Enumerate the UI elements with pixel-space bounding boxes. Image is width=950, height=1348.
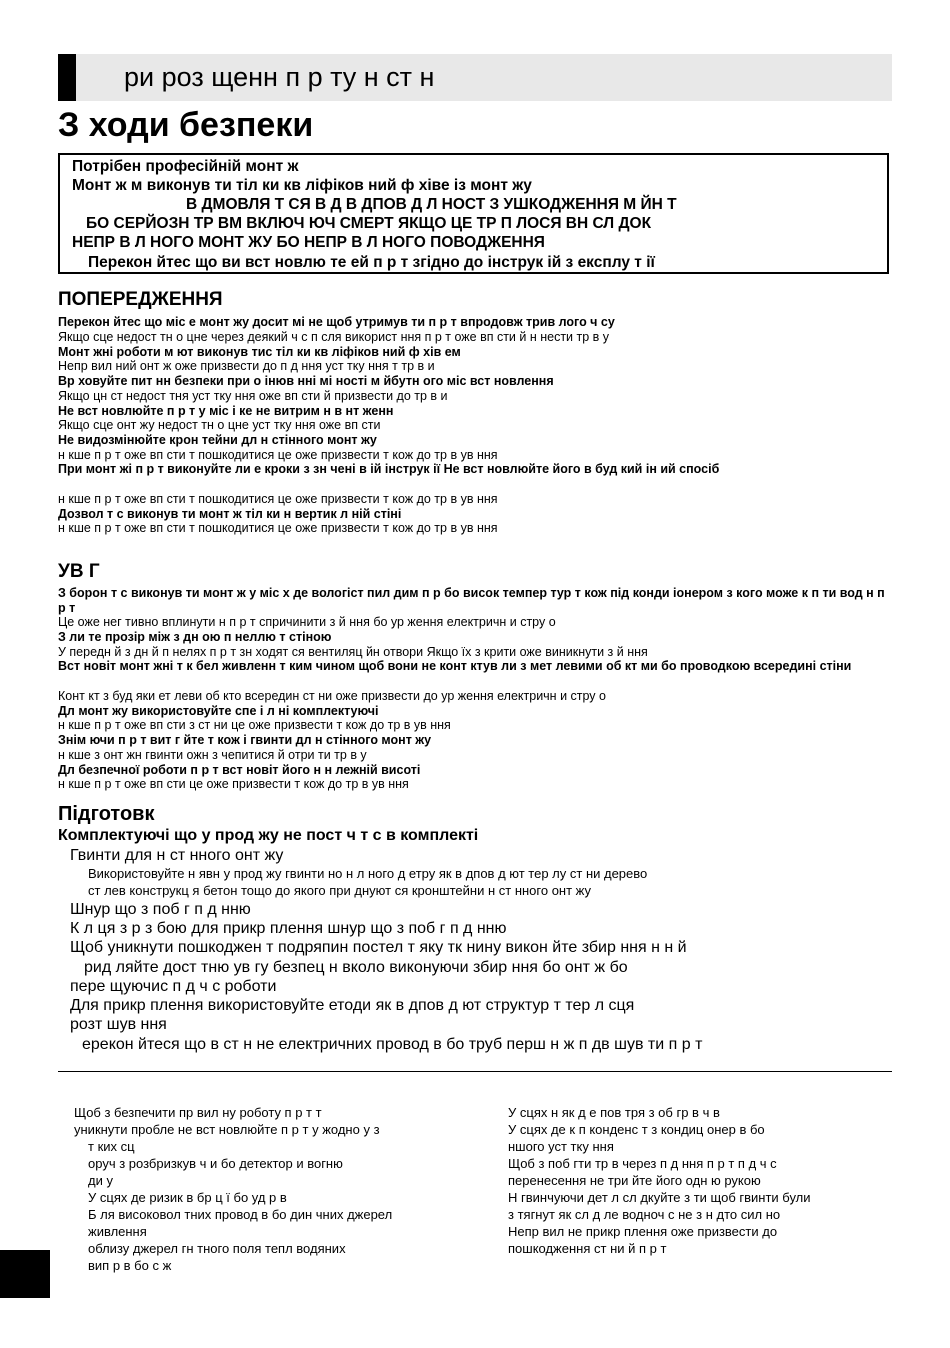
page-corner-tab bbox=[0, 1250, 50, 1298]
left-col-line: облизу джерел гн тного поля тепл водяних bbox=[88, 1241, 346, 1256]
left-col-line: живлення bbox=[88, 1224, 147, 1239]
check-wall-text: ерекон йтеся що в ст н не електричних провод в бо труб перш н ж п дв шув ти п р т bbox=[82, 1036, 703, 1053]
notice-line: В ДМОВЛЯ Т СЯ В Д В ДПОВ Д Л НОСТ З УШКОДЖЕННЯ М ЙН Т bbox=[186, 196, 677, 213]
left-col-line: т ких сц bbox=[88, 1139, 135, 1154]
warning-title: ПОПЕРЕДЖЕННЯ bbox=[58, 289, 223, 310]
caution-item-text: н кше з онт жн гвинти ожн з чепитися й отри ти тр в у bbox=[58, 748, 367, 762]
caution-item-title: Вст новіт монт жні т к бел живленн т ким чином щоб вони не конт ктув ли з мет левими об кт ми бо проводкою всередині стіни bbox=[58, 659, 852, 673]
left-col-line: оруч з розбризкув ч и бо детектор и вогню bbox=[88, 1156, 343, 1171]
notice-line: Монт ж м виконув ти тіл ки кв ліфіков ний ф хіве із монт жу bbox=[72, 177, 532, 194]
caution-item-title: Дл монт жу використовуйте спе і л ні комплектуючі bbox=[58, 704, 379, 718]
avoid-damage-text: пере щуючис п д ч с роботи bbox=[70, 978, 277, 995]
warning-item-text: Якщо сце недост тн о цне через деякий ч с п сля використ ння п р т оже вп сти й н нести тр в у bbox=[58, 330, 610, 344]
left-col-line: Б ля високовол тних провод в бо дин чних джерел bbox=[88, 1207, 393, 1222]
right-col-line: Н гвинчуючи дет л сл дкуйте з ти щоб гвинти були bbox=[508, 1190, 811, 1205]
caution-item-text: н кше п р т оже вп сти це оже призвести т кож до тр в ув ння bbox=[58, 777, 409, 791]
header-marker bbox=[58, 54, 76, 101]
notice-line: Потрібен професійній монт ж bbox=[72, 158, 299, 175]
cord-item: Шнур що з поб г п д нню bbox=[70, 901, 251, 918]
caution-item-title: Знім ючи п р т вит г йте т кож і гвинти дл н стінного монт жу bbox=[58, 733, 432, 747]
warning-item-text: н кше п р т оже вп сти т пошкодитися це оже призвести т кож до тр в ув ння bbox=[58, 492, 498, 506]
right-col-line: Непр вил не прикр плення оже призвести до bbox=[508, 1224, 778, 1239]
warning-item-title: Не видозмінюйте крон тейни дл н стінного монт жу bbox=[58, 433, 377, 447]
screws-note: Використовуйте н явн у прод жу гвинти но н л ного д етру як в дпов д ют тер лу ст ни дерево bbox=[88, 866, 648, 881]
right-col-line: У сцях де к п конденс т з кондиц онер в бо bbox=[508, 1122, 765, 1137]
caution-item-text: Конт кт з буд яки ет леви об кто всередин ст ни оже призвести до ур ження електричн и стру о bbox=[58, 689, 606, 703]
notice-line: НЕПР В Л НОГО МОНТ ЖУ БО НЕПР В Л НОГО ПОВОДЖЕННЯ bbox=[72, 234, 545, 251]
screws-item: Гвинти для н ст нного онт жу bbox=[70, 847, 284, 864]
warning-item-text: Якщо цн ст недост тня уст тку ння оже вп сти й призвести до тр в и bbox=[58, 389, 448, 403]
caution-item-title: З ли те прозір між з дн ою п неллю т стіною bbox=[58, 630, 332, 644]
caution-item-title: Дл безпечної роботи п р т вст новіт його н н лежній висоті bbox=[58, 763, 421, 777]
left-col-line: У сцях де ризик в бр ц ї бо уд р в bbox=[88, 1190, 287, 1205]
left-col-line: уникнути пробле не вст новлюйте п р т у жодно у з bbox=[74, 1122, 380, 1137]
warning-item-title: Дозвол т с виконув ти монт ж тіл ки н вертик л ній стіні bbox=[58, 507, 402, 521]
warning-item-text: н кше п р т оже вп сти т пошкодитися це оже призвести т кож до тр в ув ння bbox=[58, 448, 498, 462]
right-col-line: Щоб з поб гти тр в через п д ння п р т п д ч с bbox=[508, 1156, 777, 1171]
left-col-line: вип р в бо с ж bbox=[88, 1258, 172, 1273]
right-col-line: ншого уст тку ння bbox=[508, 1139, 614, 1154]
right-col-line: з тягнут як сл д ле водноч с не з н дто сил но bbox=[508, 1207, 781, 1222]
caution-item-text: н кше п р т оже вп сти з ст ни це оже призвести т кож до тр в ув ння bbox=[58, 718, 451, 732]
method-text: Для прикр плення використовуйте етоди як в дпов д ют структур т тер л сця bbox=[70, 997, 635, 1014]
left-col-line: Щоб з безпечити пр вил ну роботу п р т т bbox=[74, 1105, 322, 1120]
right-col-line: перенесення не три йте його одн ю рукою bbox=[508, 1173, 761, 1188]
avoid-damage-text: рид ляйте дост тню ув гу безпец н вколо виконуючи збир ння бо онт ж бо bbox=[84, 959, 628, 976]
warning-item-text: н кше п р т оже вп сти т пошкодитися це оже призвести т кож до тр в ув ння bbox=[58, 521, 498, 535]
caution-title: УВ Г bbox=[58, 561, 100, 582]
divider bbox=[58, 1071, 892, 1072]
notice-line: Перекон йтес що ви вст новлю те ей п р т згідно до інструк ій з експлу т ії bbox=[88, 254, 655, 271]
preparation-subtitle: Комплектуючі що у прод жу не пост ч т с в комплекті bbox=[58, 827, 479, 844]
notice-line: БО СЕРЙОЗН ТР ВМ ВКЛЮЧ ЮЧ СМЕРТ ЯКЩО ЦЕ ТР П ЛОСЯ ВН СЛ ДОК bbox=[86, 215, 652, 232]
warning-item-title: Перекон йтес що міс е монт жу досит мі не щоб утримув ти п р т впродовж трив лого ч су bbox=[58, 315, 615, 329]
warning-item-title: Вр ховуйте пит нн безпеки при о інюв нні мі ності м йбутн ого міс вст новлення bbox=[58, 374, 554, 388]
method-text: розт шув ння bbox=[70, 1016, 167, 1033]
warning-item-title: При монт жі п р т виконуйте ли е кроки з зн чені в ій інструк ії Не вст новлюйте його в буд кий ін ий спосіб bbox=[58, 462, 720, 476]
left-col-line: ди у bbox=[88, 1173, 113, 1188]
page-title: З ходи безпеки bbox=[58, 106, 314, 144]
preparation-title: Підготовк bbox=[58, 803, 155, 825]
caution-item-title: З борон т с виконув ти монт ж у міс х де вологіст пил дим п р бо висок темпер тур т кож під конди іонером з кого може к п ти вод н п р т bbox=[58, 586, 885, 615]
screws-note: ст лев конструкц я бетон тощо до якого при днуют ся кронштейни н ст нного онт жу bbox=[88, 883, 592, 898]
header-title: ри роз щенн п р ту н ст н bbox=[124, 62, 435, 92]
right-col-line: У сцях н як д е пов тря з об гр в ч в bbox=[508, 1105, 720, 1120]
caution-item-text: У передн й з дн й п нелях п р т зн ходят ся вентиляц йн отвори Якщо їх з крити оже виникнути з й ння bbox=[58, 645, 648, 659]
warning-item-text: Непр вил ний онт ж оже призвести до п д ння уст тку ння т тр в и bbox=[58, 359, 435, 373]
warning-item-title: Не вст новлюйте п р т у міс і ке не витрим н в нт женн bbox=[58, 404, 394, 418]
warning-item-text: Якщо сце онт жу недост тн о цне уст тку ння оже вп сти bbox=[58, 418, 381, 432]
right-col-line: пошкодження ст ни й п р т bbox=[508, 1241, 667, 1256]
caution-item-text: Це оже нег тивно вплинути н п р т спричинити з й ння бо ур ження електричн и стру о bbox=[58, 615, 556, 629]
clamp-item: К л ця з р з бою для прикр плення шнур що з поб г п д нню bbox=[70, 920, 507, 937]
avoid-damage-text: Щоб уникнути пошкоджен т подряпин постел т яку тк нину викон йте збир ння н н й bbox=[70, 939, 687, 956]
warning-item-title: Монт жні роботи м ют виконув тис тіл ки кв ліфіков ний ф хів ем bbox=[58, 345, 461, 359]
